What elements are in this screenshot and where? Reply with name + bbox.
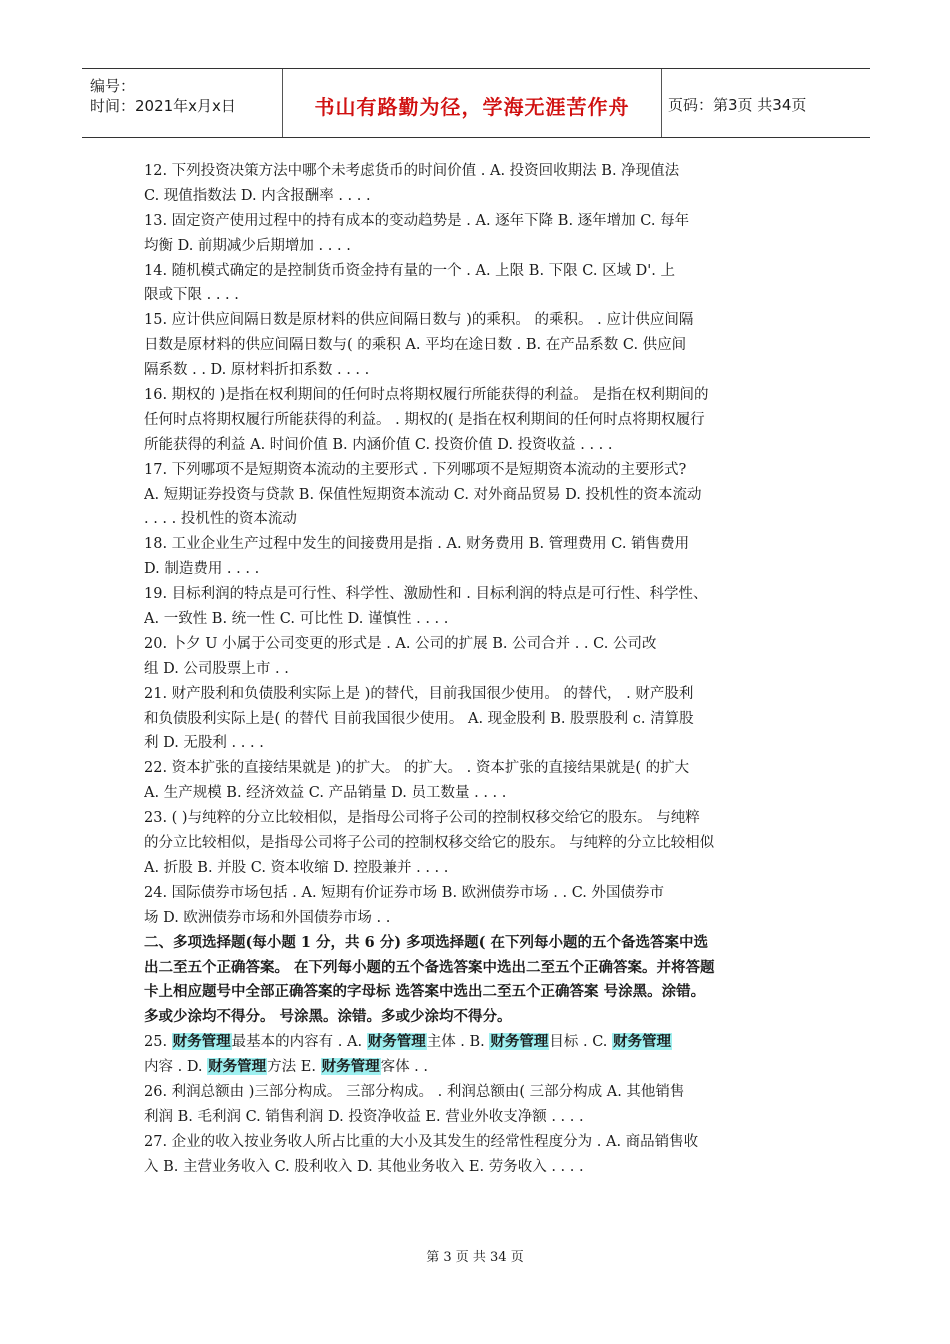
highlighted-term: 财务管理 [367, 1033, 426, 1051]
text-line: 所能获得的利益 A. 时间价值 B. 内涵价值 C. 投资价值 D. 投资收益 . . . . [144, 436, 613, 453]
text-line: 19. 目标利润的特点是可行性、科学性、激励性和 . 目标利润的特点是可行性、科学性、 [144, 586, 708, 603]
document-date-label: 时间：2021年x月x日 [90, 97, 236, 115]
header-motto: 书山有路勤为径，学海无涯苦作舟 [314, 95, 630, 119]
text-line: 20. 卜夕 U 小属于公司变更的形式是 . A. 公司的扩展 B. 公司合并 . . C. 公司改 [144, 635, 657, 652]
section-heading-line: 二、多项选择题(每小题 1 分，共 6 分) 多项选择题( 在下列每小题的五个备选答案中选 [144, 933, 709, 951]
highlighted-term: 财务管理 [613, 1033, 672, 1051]
text-line: 14. 随机模式确定的是控制货币资金持有量的一个 . A. 上限 B. 下限 C. 区域 D'. 上 [144, 262, 676, 279]
text-line: 22. 资本扩张的直接结果就是 )的扩大。 的扩大。 . 资本扩张的直接结果就是( 的扩大 [144, 760, 690, 777]
text-line: 21. 财产股利和负债股利实际上是 )的替代，目前我国很少使用。 的替代， . 财产股利 [144, 685, 694, 702]
highlighted-term: 财务管理 [208, 1058, 267, 1076]
question-25-line-2 [144, 1055, 812, 1080]
text-line: 入 B. 主营业务收入 C. 股利收入 D. 其他业务收入 E. 劳务收入 . . . . [144, 1158, 584, 1175]
text-segment: 客体 . . [380, 1059, 429, 1076]
text-line: 均衡 D. 前期减少后期增加 . . . . [144, 237, 351, 254]
text-line: 场 D. 欧洲债券市场和外国债券市场 . . [144, 909, 391, 926]
text-segment: 25. [144, 1034, 172, 1051]
highlighted-term: 财务管理 [172, 1033, 231, 1051]
text-segment: 目标 . C. [549, 1034, 613, 1051]
header-page-number: 页码：第3页 共34页 [668, 96, 807, 114]
text-line: 18. 工业企业生产过程中发生的间接费用是指 . A. 财务费用 B. 管理费用 C. 销售费用 [144, 536, 690, 553]
text-line: 24. 国际债券市场包括 . A. 短期有价证券市场 B. 欧洲债券市场 . . C. 外国债券市 [144, 884, 665, 901]
highlighted-term: 财务管理 [490, 1033, 549, 1051]
page-header [82, 68, 870, 138]
highlighted-term: 财务管理 [321, 1058, 380, 1076]
text-line: 隔系数 . . D. 原材料折扣系数 . . . . [144, 362, 370, 379]
header-page-cell [660, 69, 870, 137]
text-line: A. 一致性 B. 统一性 C. 可比性 D. 谨慎性 . . . . [144, 611, 449, 628]
text-line: 限或下限 . . . . [144, 287, 239, 304]
text-line: 利 D. 无股利 . . . . [144, 735, 264, 752]
text-line: 日数是原材料的供应间隔日数与( 的乘积 A. 平均在途日数 . B. 在产品系数 C. 供应间 [144, 337, 687, 354]
question-25-line-1 [144, 1030, 812, 1055]
text-line: 23. ( )与纯粹的分立比较相似，是指母公司将子公司的控制权移交给它的股东。 与纯粹 [144, 810, 700, 827]
text-line: 和负债股利实际上是( 的替代 目前我国很少使用。 A. 现金股利 B. 股票股利 c. 清算股 [144, 710, 694, 727]
text-line: 的分立比较相似，是指母公司将子公司的控制权移交给它的股东。 与纯粹的分立比较相似 [144, 835, 715, 852]
document-body [144, 159, 812, 1180]
page-footer: 第 3 页 共 34 页 [426, 1250, 524, 1265]
text-line: . . . . 投机性的资本流动 [144, 511, 297, 528]
text-line: 任何时点将期权履行所能获得的利益。 . 期权的( 是指在权利期间的任何时点将期权履行 [144, 411, 705, 428]
text-line: A. 短期证券投资与贷款 B. 保值性短期资本流动 C. 对外商品贸易 D. 投机性的资本流动 [144, 486, 702, 503]
text-line: D. 制造费用 . . . . [144, 561, 260, 578]
header-motto-cell [282, 69, 662, 137]
text-segment: 方法 E. [267, 1059, 321, 1076]
document-number-label: 编号： [90, 77, 136, 95]
text-line: 17. 下列哪项不是短期资本流动的主要形式 . 下列哪项不是短期资本流动的主要形式? [144, 461, 687, 478]
text-line: 13. 固定资产使用过程中的持有成本的变动趋势是 . A. 逐年下降 B. 逐年增加 C. 每年 [144, 212, 690, 229]
text-line: 12. 下列投资决策方法中哪个未考虑货币的时间价值 . A. 投资回收期法 B. 净现值法 [144, 163, 680, 179]
section-heading-line: 出二至五个正确答案。 在下列每小题的五个备选答案中选出二至五个正确答案。并将答题 [144, 958, 715, 976]
text-segment: 主体 . B. [426, 1034, 490, 1051]
text-line: A. 折股 B. 并股 C. 资本收缩 D. 控股兼并 . . . . [144, 859, 449, 876]
text-line: C. 现值指数法 D. 内含报酬率 . . . . [144, 187, 371, 204]
text-line: 15. 应计供应间隔日数是原材料的供应间隔日数与 )的乘积。 的乘积。 . 应计供应间隔 [144, 312, 694, 329]
text-line: 27. 企业的收入按业务收人所占比重的大小及其发生的经常性程度分为 . A. 商品销售收 [144, 1133, 699, 1150]
text-line: A. 生产规模 B. 经济效益 C. 产品销量 D. 员工数量 . . . . [144, 785, 507, 802]
text-line: 26. 利润总额由 )三部分构成。 三部分构成。 . 利润总额由( 三部分构成 A. 其他销售 [144, 1083, 685, 1100]
text-line: 利润 B. 毛利润 C. 销售利润 D. 投资净收益 E. 营业外收支净额 . . . . [144, 1108, 584, 1125]
header-meta [82, 69, 282, 137]
text-segment: 最基本的内容有 . A. [231, 1034, 367, 1051]
text-segment: 内容 . D. [144, 1059, 208, 1076]
section-heading-line: 多或少涂均不得分。 号涂黑。涂错。多或少涂均不得分。 [144, 1008, 512, 1026]
section-heading-line: 卡上相应题号中全部正确答案的字母标 选答案中选出二至五个正确答案 号涂黑。涂错。 [144, 983, 706, 1001]
text-line: 16. 期权的 )是指在权利期间的任何时点将期权履行所能获得的利益。 是指在权利期间的 [144, 387, 709, 404]
text-line: 组 D. 公司股票上市 . . [144, 660, 289, 677]
